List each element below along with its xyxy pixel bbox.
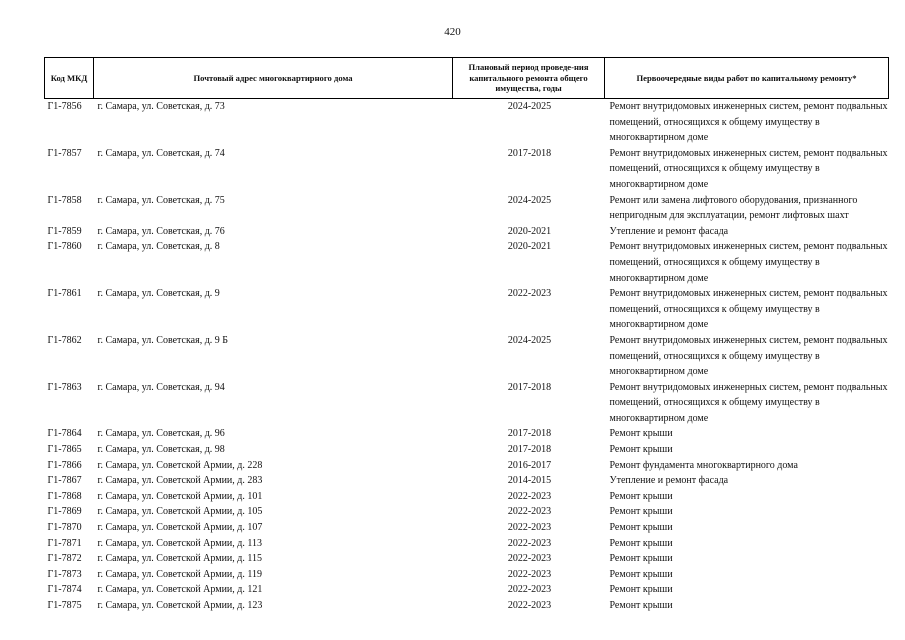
row-period: 2020-2021 xyxy=(507,225,552,237)
table-row xyxy=(45,458,889,474)
row-period: 2024-2025 xyxy=(507,101,552,112)
table-row xyxy=(45,239,889,286)
row-works: Ремонт или замена лифтового оборудования, признанного непригодным для эксплуатации, ремонт лифтовых шахт xyxy=(609,194,858,222)
row-code: Г1-7873 xyxy=(47,568,82,580)
row-code: Г1-7862 xyxy=(47,334,82,346)
row-works: Ремонт крыши xyxy=(609,428,673,440)
table-row xyxy=(45,380,889,427)
row-code: Г1-7864 xyxy=(47,428,82,440)
table-row xyxy=(45,551,889,567)
row-code: Г1-7865 xyxy=(47,444,82,456)
row-code: Г1-7872 xyxy=(47,553,82,565)
row-code: Г1-7859 xyxy=(47,225,82,237)
row-code: Г1-7858 xyxy=(47,194,82,206)
row-address: г. Самара, ул. Советской Армии, д. 228 xyxy=(97,459,263,471)
row-code: Г1-7856 xyxy=(47,101,82,112)
row-works: Утепление и ремонт фасада xyxy=(609,225,729,237)
row-address: г. Самара, ул. Советская, д. 94 xyxy=(97,381,225,393)
table-row xyxy=(45,146,889,193)
table-row xyxy=(45,489,889,505)
row-works: Ремонт внутридомовых инженерных систем, ремонт подвальных помещений, относящихся к общему имуществу в многоквартирном доме xyxy=(609,101,888,144)
row-period: 2022-2023 xyxy=(507,600,552,611)
row-period: 2022-2023 xyxy=(507,490,552,502)
header-code: Код МКД xyxy=(45,58,94,99)
table-row xyxy=(45,536,889,552)
row-address: г. Самара, ул. Советской Армии, д. 107 xyxy=(97,522,263,534)
row-works: Ремонт крыши xyxy=(609,522,673,534)
row-code: Г1-7860 xyxy=(47,241,82,253)
header-address: Почтовый адрес многоквартирного дома xyxy=(94,58,453,99)
row-period: 2022-2023 xyxy=(507,537,552,549)
row-period: 2024-2025 xyxy=(507,194,552,206)
row-works: Ремонт крыши xyxy=(609,506,673,518)
row-works: Ремонт внутридомовых инженерных систем, ремонт подвальных помещений, относящихся к общему имуществу в многоквартирном доме xyxy=(609,288,888,331)
row-address: г. Самара, ул. Советской Армии, д. 115 xyxy=(97,553,262,565)
row-works: Ремонт внутридомовых инженерных систем, ремонт подвальных помещений, относящихся к общему имуществу в многоквартирном доме xyxy=(609,147,888,190)
capital-repair-table xyxy=(44,57,889,614)
row-period: 2024-2025 xyxy=(507,334,552,346)
row-works: Ремонт внутридомовых инженерных систем, ремонт подвальных помещений, относящихся к общему имуществу в многоквартирном доме xyxy=(609,381,888,424)
row-address: г. Самара, ул. Советской Армии, д. 123 xyxy=(97,600,263,611)
row-period: 2017-2018 xyxy=(507,147,552,159)
row-period: 2022-2023 xyxy=(507,584,552,596)
row-works: Ремонт крыши xyxy=(609,553,673,565)
row-code: Г1-7868 xyxy=(47,490,82,502)
row-period: 2022-2023 xyxy=(507,522,552,534)
row-works: Ремонт крыши xyxy=(609,490,673,502)
table-row xyxy=(45,520,889,536)
row-code: Г1-7870 xyxy=(47,522,82,534)
row-code: Г1-7866 xyxy=(47,459,82,471)
row-address: г. Самара, ул. Советской Армии, д. 113 xyxy=(97,537,262,549)
row-works: Ремонт крыши xyxy=(609,568,673,580)
table-row xyxy=(45,442,889,458)
row-address: г. Самара, ул. Советская, д. 9 Б xyxy=(97,334,229,346)
table-row xyxy=(45,333,889,380)
header-works: Первоочередные виды работ по капитальному ремонту* xyxy=(605,58,889,99)
header-period: Плановый период проведе-ния капитального ремонта общего имущества, годы xyxy=(453,58,605,99)
table-row xyxy=(45,582,889,598)
table-row xyxy=(45,473,889,489)
row-address: г. Самара, ул. Советская, д. 98 xyxy=(97,444,225,456)
row-code: Г1-7863 xyxy=(47,381,82,393)
row-address: г. Самара, ул. Советская, д. 74 xyxy=(97,147,225,159)
row-works: Утепление и ремонт фасада xyxy=(609,475,729,487)
row-period: 2022-2023 xyxy=(507,506,552,518)
table-body xyxy=(45,99,889,614)
row-code: Г1-7861 xyxy=(47,288,82,300)
row-works: Ремонт крыши xyxy=(609,600,673,611)
row-works: Ремонт внутридомовых инженерных систем, ремонт подвальных помещений, относящихся к общему имуществу в многоквартирном доме xyxy=(609,334,888,378)
row-address: г. Самара, ул. Советская, д. 73 xyxy=(97,101,225,112)
table-row xyxy=(45,224,889,240)
table-row xyxy=(45,426,889,442)
row-address: г. Самара, ул. Советской Армии, д. 283 xyxy=(97,475,263,487)
table-row xyxy=(45,286,889,333)
table-row xyxy=(45,598,889,614)
row-address: г. Самара, ул. Советская, д. 8 xyxy=(97,241,220,253)
row-period: 2022-2023 xyxy=(507,553,552,565)
row-works: Ремонт крыши xyxy=(609,584,673,596)
row-address: г. Самара, ул. Советской Армии, д. 105 xyxy=(97,506,263,518)
row-code: Г1-7869 xyxy=(47,506,82,518)
row-period: 2022-2023 xyxy=(507,568,552,580)
row-period: 2022-2023 xyxy=(507,288,552,300)
row-period: 2017-2018 xyxy=(507,444,552,456)
row-works: Ремонт крыши xyxy=(609,537,673,549)
row-address: г. Самара, ул. Советской Армии, д. 101 xyxy=(97,490,263,502)
table-row xyxy=(45,567,889,583)
row-address: г. Самара, ул. Советской Армии, д. 119 xyxy=(97,568,262,580)
row-code: Г1-7874 xyxy=(47,584,82,596)
row-address: г. Самара, ул. Советская, д. 9 xyxy=(97,288,220,300)
header-row xyxy=(45,58,889,99)
table-header xyxy=(45,58,889,99)
row-period: 2020-2021 xyxy=(507,241,552,253)
row-period: 2017-2018 xyxy=(507,428,552,440)
row-address: г. Самара, ул. Советской Армии, д. 121 xyxy=(97,584,263,596)
row-address: г. Самара, ул. Советская, д. 76 xyxy=(97,225,225,237)
row-code: Г1-7857 xyxy=(47,147,82,159)
table-row xyxy=(45,99,889,146)
table-row xyxy=(45,504,889,520)
row-code: Г1-7871 xyxy=(47,537,82,549)
row-works: Ремонт фундамента многоквартирного дома xyxy=(609,459,798,471)
row-address: г. Самара, ул. Советская, д. 75 xyxy=(97,194,225,206)
row-period: 2014-2015 xyxy=(507,475,552,487)
row-period: 2016-2017 xyxy=(507,459,552,471)
page-number: 420 xyxy=(444,26,461,38)
row-code: Г1-7867 xyxy=(47,475,82,487)
row-works: Ремонт внутридомовых инженерных систем, ремонт подвальных помещений, относящихся к общему имуществу в многоквартирном доме xyxy=(609,241,888,284)
row-address: г. Самара, ул. Советская, д. 96 xyxy=(97,428,225,440)
row-period: 2017-2018 xyxy=(507,381,552,393)
row-code: Г1-7875 xyxy=(47,600,82,611)
row-works: Ремонт крыши xyxy=(609,444,673,456)
table-row xyxy=(45,193,889,224)
